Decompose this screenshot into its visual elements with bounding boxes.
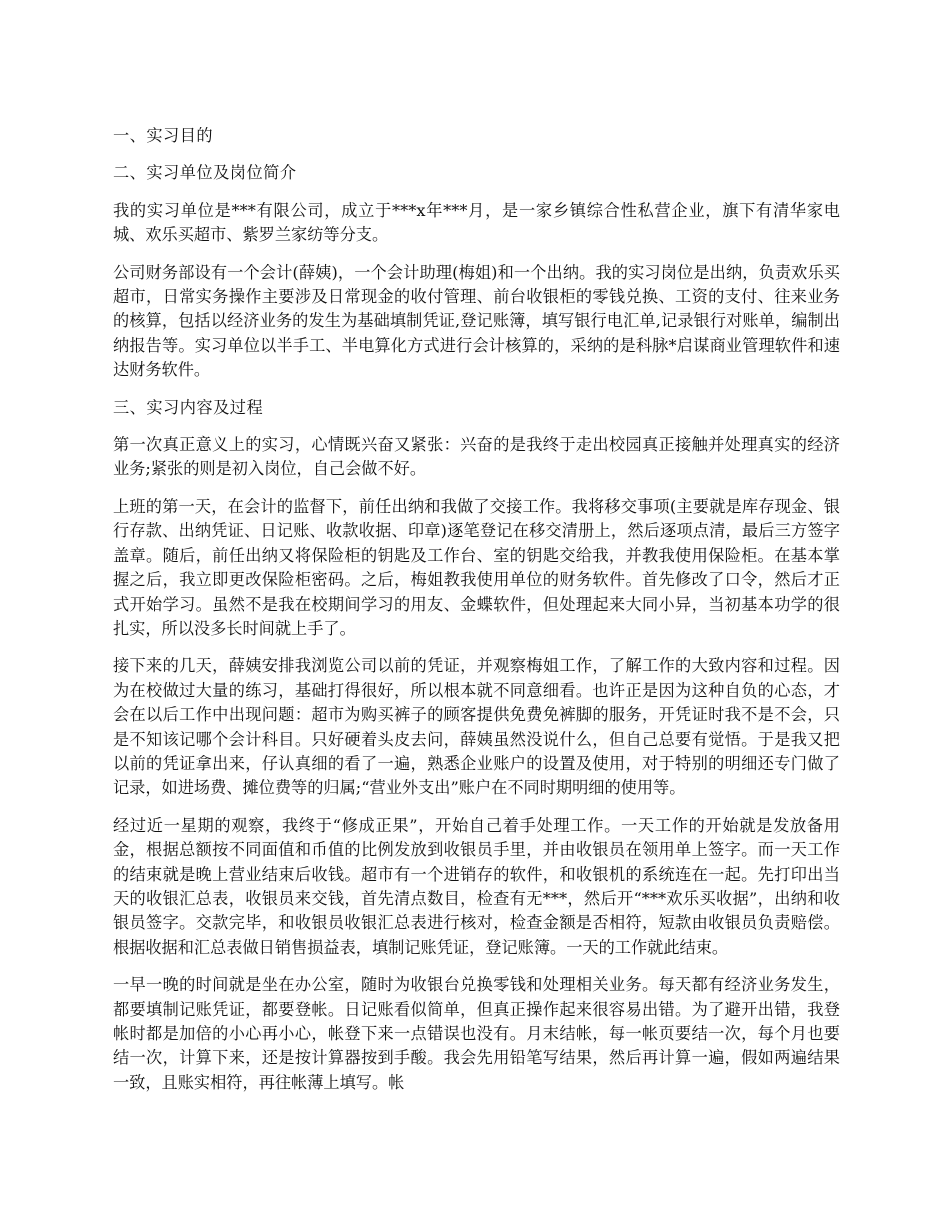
paragraph: 上班的第一天，在会计的监督下，前任出纳和我做了交接工作。我将移交事项(主要就是库存现金、银行存款、出纳凭证、日记账、收款收据、印章)逐笔登记在移交清册上，然后逐项点清，最后三方签字盖章。随后，前任出纳又将保险柜的钥匙及工作台、室的钥匙交给我，并教我使用保险柜。在基本掌握之后，我立即更改保险柜密码。之后，梅姐教我使用单位的财务软件。首先修改了口令，然后才正式开始学习。虽然不是我在校期间学习的用友、金蝶软件，但处理起来大同小异，当初基本功学的很扎实，所以没多长时间就上手了。 [113,496,840,638]
section-heading-internship-unit: 二、实习单位及岗位简介 [113,163,297,183]
paragraph: 我的实习单位是***有限公司，成立于***x年***月，是一家乡镇综合性私营企业，旗下有清华家电城、欢乐买超市、紫罗兰家纺等分支。 [113,200,840,245]
paragraph: 经过近一星期的观察，我终于“修成正果”，开始自己着手处理工作。一天工作的开始就是发放备用金，根据总额按不同面值和币值的比例发放到收银员手里，并由收银员在领用单上签字。而一天工作的结束就是晚上营业结束后收钱。超市有一个进销存的软件，和收银机的系统连在一起。先打印出当天的收银汇总表，收银员来交钱，首先清点数目，检查有无***，然后开“***欢乐买收据”，出纳和收银员签字。交款完毕，和收银员收银汇总表进行核对，检查金额是否相符，短款由收银员负责赔偿。根据收据和汇总表做日销售损益表，填制记账凭证，登记账簿。一天的工作就此结束。 [113,815,840,957]
paragraph: 一早一晚的时间就是坐在办公室，随时为收银台兑换零钱和处理相关业务。每天都有经济业务发生，都要填制记账凭证，都要登帐。日记账看似简单，但真正操作起来很容易出错。为了避开出错，我登帐时都是加倍的小心再小心，帐登下来一点错误也没有。月末结帐，每一帐页要结一次，每个月也要结一次，计算下来，还是按计算器按到手酸。我会先用铅笔写结果，然后再计算一遍，假如两遍结果一致，且账实相符，再往帐薄上填写。帐 [113,975,840,1092]
section-heading-internship-content: 三、实习内容及过程 [113,397,264,417]
section-heading-internship-purpose: 一、实习目的 [113,126,214,145]
document-page [113,124,840,1108]
paragraph: 第一次真正意义上的实习，心情既兴奋又紧张：兴奋的是我终于走出校园真正接触并处理真实的经济业务;紧张的则是初入岗位，自己会做不好。 [113,435,840,479]
paragraph: 接下来的几天，薛姨安排我浏览公司以前的凭证，并观察梅姐工作，了解工作的大致内容和过程。因为在校做过大量的练习，基础打得很好，所以根本就不同意细看。也许正是因为这种自负的心态，才会在以后工作中出现问题：超市为购买裤子的顾客提供免费免裤脚的服务，开凭证时我不是不会，只是不知该记哪个会计科目。只好硬着头皮去问，薛姨虽然没说什么，但自己总要有觉悟。于是我又把以前的凭证拿出来，仔认真细的看了一遍，熟悉企业账户的设置及使用，对于特别的明细还专门做了记录，如进场费、摊位费等的归属;“营业外支出”账户在不同时期明细的使用等。 [113,656,840,798]
paragraph: 公司财务部设有一个会计(薛姨)，一个会计助理(梅姐)和一个出纳。我的实习岗位是出纳，负责欢乐买超市，日常实务操作主要涉及日常现金的收付管理、前台收银柜的零钱兑换、工资的支付、往来业务的核算，包括以经济业务的发生为基础填制凭证,登记账簿，填写银行电汇单,记录银行对账单，编制出纳报告等。实习单位以半手工、半电算化方式进行会计核算的，采纳的是科脉*启谋商业管理软件和速达财务软件。 [113,262,840,380]
